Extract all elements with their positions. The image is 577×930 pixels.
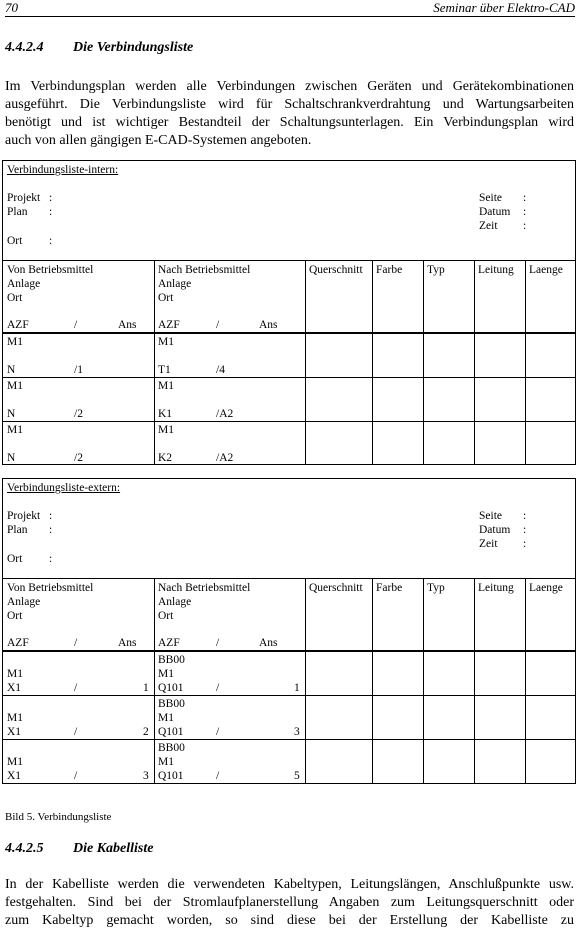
col-header-ort: Ort — [158, 610, 174, 622]
table-row-von-slash: / — [74, 770, 78, 782]
label-ort: Ort — [7, 553, 23, 565]
table-row-nach-ans: /A2 — [216, 408, 234, 420]
colon: : — [49, 553, 53, 565]
col-header-ans: Ans — [118, 319, 137, 331]
col-header-laenge: Laenge — [529, 582, 563, 594]
col-header-laenge: Laenge — [529, 264, 563, 276]
label-seite: Seite — [479, 192, 502, 204]
col-header-nach: Nach Betriebsmittel — [158, 264, 251, 276]
section-number: 4.4.2.5 — [5, 841, 44, 856]
table-row-nach-azf: K1 — [158, 408, 173, 420]
col-header-ort: Ort — [7, 292, 23, 304]
label-zeit: Zeit — [479, 538, 498, 550]
table-row-nach-slash: / — [216, 682, 220, 694]
col-header-leitung: Leitung — [478, 264, 514, 276]
col-header-farbe: Farbe — [376, 582, 403, 594]
table-title: Verbindungsliste-extern: — [7, 482, 121, 494]
table-row-von-mid: M1 — [7, 668, 23, 680]
table-title: Verbindungsliste-intern: — [7, 164, 119, 176]
table-row-von-azf: X1 — [7, 682, 22, 694]
colon: : — [49, 235, 53, 247]
table-row-von-ans: /1 — [74, 364, 83, 376]
table-row-von-azf: X1 — [7, 726, 22, 738]
section-heading-verbindungsliste — [5, 40, 193, 56]
col-header-anlage: Anlage — [7, 596, 41, 608]
col-header-querschnitt: Querschnitt — [309, 264, 363, 276]
table-row-nach-ans: 5 — [294, 770, 300, 782]
table-row-nach-ans: /A2 — [216, 452, 234, 464]
page-header — [5, 0, 575, 17]
page-number: 70 — [5, 0, 18, 15]
table-row-nach-azf: Q101 — [158, 682, 184, 694]
colon: : — [49, 524, 53, 536]
table-row-nach-top: M1 — [158, 424, 174, 436]
colon: : — [523, 206, 527, 218]
table-row-von-ans: /2 — [74, 408, 83, 420]
table-row-von-ans: /2 — [74, 452, 83, 464]
col-header-von: Von Betriebsmittel — [7, 264, 94, 276]
table-row-von-azf: N — [7, 452, 16, 464]
verbindungsliste-extern-table — [2, 478, 576, 784]
col-header-von: Von Betriebsmittel — [7, 582, 94, 594]
col-header-nach: Nach Betriebsmittel — [158, 582, 251, 594]
label-projekt: Projekt — [7, 192, 41, 204]
label-ort: Ort — [7, 235, 23, 247]
colon: : — [523, 192, 527, 204]
table-row-von-ans: 1 — [143, 682, 149, 694]
section-title: Die Verbindungsliste — [73, 40, 194, 55]
running-title: Seminar über Elektro-CAD — [433, 0, 575, 15]
colon: : — [49, 510, 53, 522]
section-heading-kabelliste — [5, 841, 154, 857]
table-row-von-azf: X1 — [7, 770, 22, 782]
table-row-nach-top: BB00 — [158, 698, 185, 710]
paragraph-line: Im Verbindungsplan werden alle Verbindungen zwischen Geräten und Gerätekombinationen — [5, 79, 574, 94]
table-row-nach-top: M1 — [158, 380, 174, 392]
table-row-von-azf: N — [7, 408, 16, 420]
paragraph-line: zum Kabeltyp gemacht worden, so sind diese bei der Erstellung der Kabelliste zu — [5, 913, 574, 928]
label-datum: Datum — [479, 206, 511, 218]
col-header-slash: / — [216, 319, 220, 331]
col-header-slash: / — [74, 319, 78, 331]
col-header-anlage: Anlage — [158, 278, 192, 290]
colon: : — [523, 510, 527, 522]
table-row-nach-azf: Q101 — [158, 726, 184, 738]
table-row-von-top: M1 — [7, 424, 23, 436]
paragraph-line: festgehalten. Sind bei der Stromlaufplanerstellung Angaben zum Leitungsquerschnitt oder — [5, 895, 574, 910]
table-row-nach-azf: K2 — [158, 452, 173, 464]
table-row-von-top: M1 — [7, 380, 23, 392]
paragraph-line: benötigt und ist wichtiger Bestandteil der Schaltungsunterlagen. Ein Verbindungsplan wird — [5, 115, 574, 130]
col-header-anlage: Anlage — [158, 596, 192, 608]
table-row-von-azf: N — [7, 364, 16, 376]
label-datum: Datum — [479, 524, 511, 536]
figure-caption: Bild 5. Verbindungsliste — [5, 811, 112, 823]
colon: : — [49, 206, 53, 218]
label-zeit: Zeit — [479, 220, 498, 232]
section-title: Die Kabelliste — [73, 841, 154, 856]
table-row-nach-azf: Q101 — [158, 770, 184, 782]
col-header-azf: AZF — [7, 319, 29, 331]
col-header-leitung: Leitung — [478, 582, 514, 594]
col-header-ans: Ans — [259, 319, 278, 331]
table-row-nach-slash: / — [216, 726, 220, 738]
col-header-typ: Typ — [427, 582, 445, 594]
label-plan: Plan — [7, 206, 28, 218]
col-header-querschnitt: Querschnitt — [309, 582, 363, 594]
col-header-slash: / — [74, 637, 78, 649]
col-header-typ: Typ — [427, 264, 445, 276]
label-seite: Seite — [479, 510, 502, 522]
col-header-azf: AZF — [7, 637, 29, 649]
table-row-von-slash: / — [74, 682, 78, 694]
colon: : — [523, 524, 527, 536]
table-row-von-slash: / — [74, 726, 78, 738]
table-row-nach-ans: 3 — [294, 726, 300, 738]
section-paragraph — [5, 876, 574, 930]
col-header-anlage: Anlage — [7, 278, 41, 290]
table-row-von-mid: M1 — [7, 712, 23, 724]
table-row-nach-ans: 1 — [294, 682, 300, 694]
col-header-azf: AZF — [158, 637, 180, 649]
verbindungsliste-intern-table — [2, 160, 576, 465]
paragraph-line: auch von allen gängigen E-CAD-Systemen angeboten. — [5, 133, 312, 148]
colon: : — [49, 192, 53, 204]
table-row-von-ans: 3 — [143, 770, 149, 782]
paragraph-line: In der Kabelliste werden die verwendeten Kabeltypen, Leitungslängen, Anschlußpunkte usw. — [5, 877, 574, 892]
col-header-slash: / — [216, 637, 220, 649]
colon: : — [523, 220, 527, 232]
table-row-von-mid: M1 — [7, 756, 23, 768]
table-row-nach-slash: / — [216, 770, 220, 782]
label-plan: Plan — [7, 524, 28, 536]
table-row-nach-mid: M1 — [158, 712, 174, 724]
col-header-farbe: Farbe — [376, 264, 403, 276]
table-row-nach-mid: M1 — [158, 756, 174, 768]
table-row-nach-azf: T1 — [158, 364, 171, 376]
table-row-nach-top: BB00 — [158, 654, 185, 666]
table-row-von-top: M1 — [7, 336, 23, 348]
label-projekt: Projekt — [7, 510, 41, 522]
table-row-von-ans: 2 — [143, 726, 149, 738]
col-header-ort: Ort — [158, 292, 174, 304]
paragraph-line: ausgeführt. Die Verbindungsliste wird für Schaltschrankverdrahtung und Wartungsarbeiten — [5, 97, 574, 112]
section-paragraph — [5, 78, 574, 150]
col-header-ans: Ans — [259, 637, 278, 649]
table-row-nach-top: M1 — [158, 336, 174, 348]
table-row-nach-ans: /4 — [216, 364, 225, 376]
table-row-nach-top: BB00 — [158, 742, 185, 754]
table-row-nach-mid: M1 — [158, 668, 174, 680]
section-number: 4.4.2.4 — [5, 40, 44, 55]
colon: : — [523, 538, 527, 550]
col-header-ort: Ort — [7, 610, 23, 622]
col-header-azf: AZF — [158, 319, 180, 331]
col-header-ans: Ans — [118, 637, 137, 649]
